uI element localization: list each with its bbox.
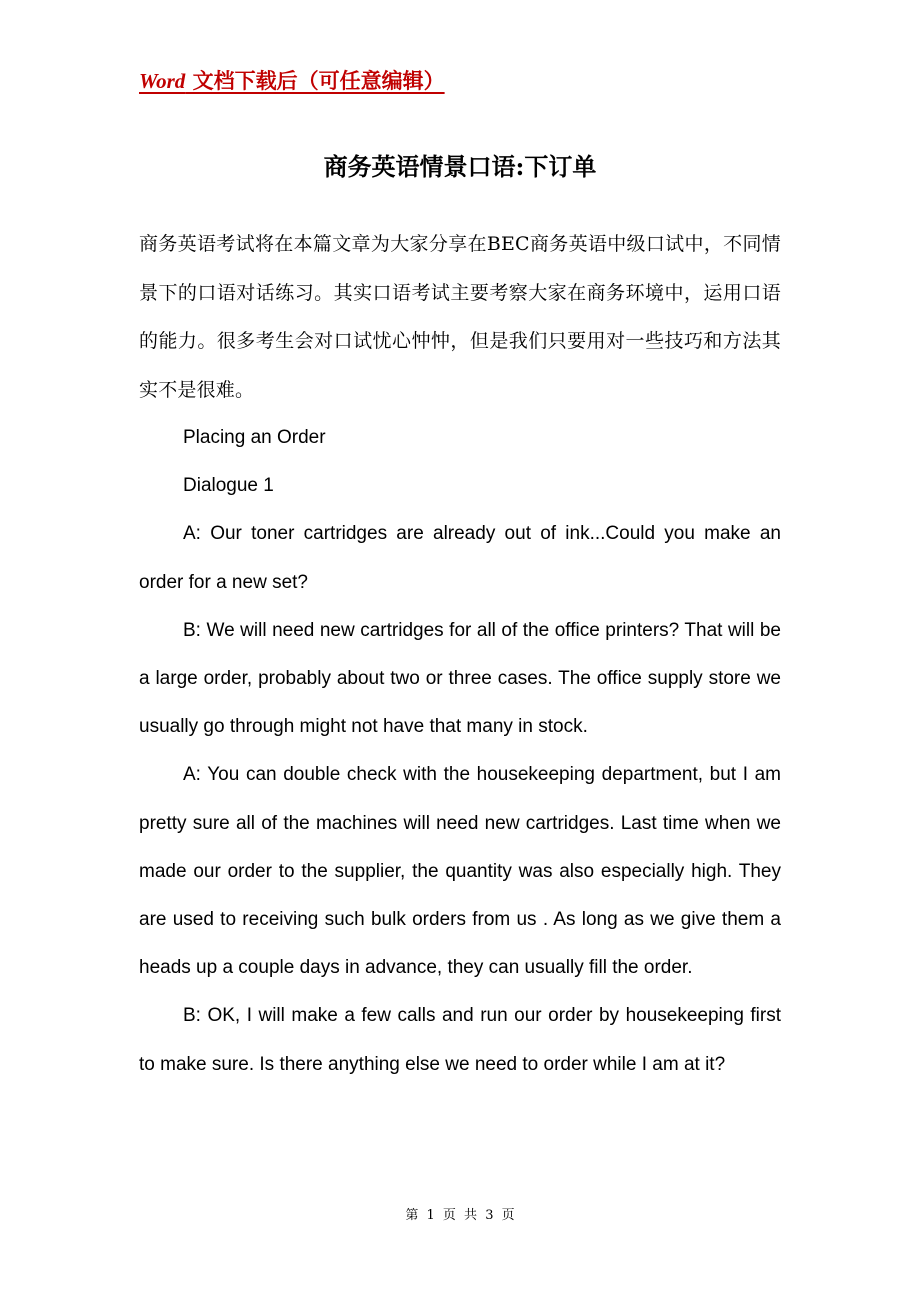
section-heading: Placing an Order [183,427,326,448]
document-body [139,220,781,1089]
header-banner [139,66,445,96]
header-cn-label: 文档下载后（可任意编辑） [185,69,445,93]
dialogue-line: A: Our toner cartridges are already out of ink...Could you make an order for a new set? [139,523,781,593]
page-footer: 第 1 页 共 3 页 [405,1208,515,1223]
header-word-label: Word [139,69,186,93]
dialogue-line: A: You can double check with the housekeeping department, but I am pretty sure all of the machines will need new cartridges. Last time when we made our order to the supplier, the quantity was also especially high. They are used to receiving such bulk orders from us . As long as we give them a heads up a couple days in advance, they can usually fill the order. [139,764,781,979]
dialogue-line: B: OK, I will make a few calls and run our order by housekeeping first to make sure. Is there anything else we need to order while I am at it? [139,1005,781,1075]
dialogue-line: B: We will need new cartridges for all of the office printers? That will be a large order, probably about two or three cases. The office supply store we usually go through might not have that many in stock. [139,619,781,738]
dialogue-label: Dialogue 1 [183,475,274,497]
document-title: 商务英语情景口语:下订单 [323,152,597,181]
intro-paragraph: 商务英语考试将在本篇文章为大家分享在BEC商务英语中级口试中，不同情景下的口语对话练习。其实口语考试主要考察大家在商务环境中，运用口语的能力。很多考生会对口试忧心忡忡，但是我们只要用对一些技巧和方法其实不是很难。 [139,233,781,401]
